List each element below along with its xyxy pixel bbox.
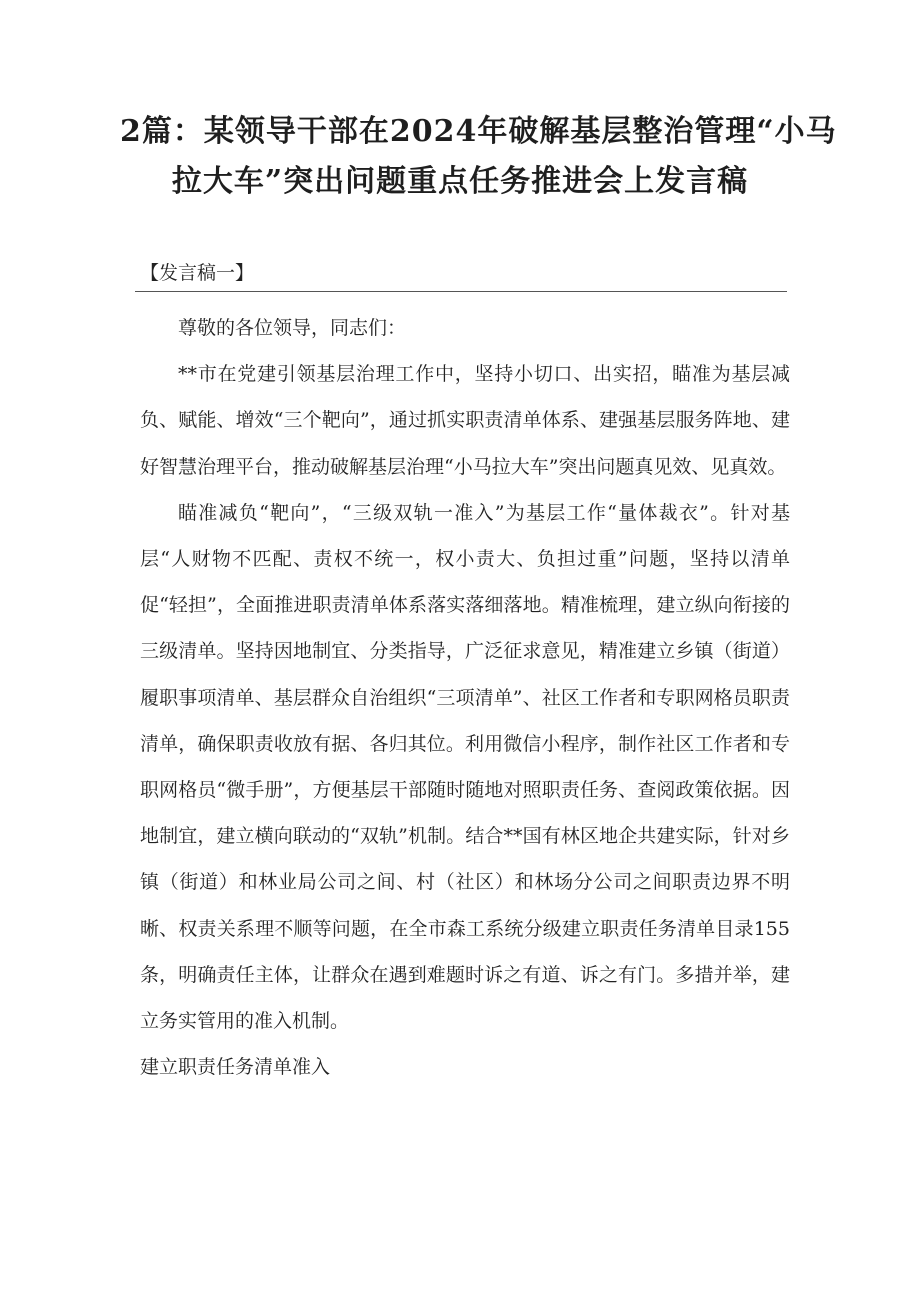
body-paragraph: **市在党建引领基层治理工作中，坚持小切口、出实招，瞄准为基层减负、赋能、增效“三个靶向”，通过抓实职责清单体系、建强基层服务阵地、建好智慧治理平台，推动破解基层治理“小马拉大车”突出问题真见效、见真效。: [140, 363, 790, 478]
document-body: [140, 305, 790, 1090]
body-paragraph: 建立职责任务清单准入: [140, 1056, 331, 1079]
section-label: 【发言稿一】: [140, 262, 255, 284]
salutation-paragraph: 尊敬的各位领导，同志们：: [178, 317, 407, 339]
body-paragraph: 瞄准减负“靶向”，“三级双轨一准入”为基层工作“量体裁衣”。针对基层“人财物不匹配、责权不统一，权小责大、负担过重”问题，坚持以清单促“轻担”，全面推进职责清单体系落实落细落地。精准梳理，建立纵向衔接的三级清单。坚持因地制宜、分类指导，广泛征求意见，精准建立乡镇（街道）履职事项清单、基层群众自治组织“三项清单”、社区工作者和专职网格员职责清单，确保职责收放有据、各归其位。利用微信小程序，制作社区工作者和专职网格员“微手册”，方便基层干部随时随地对照职责任务、查阅政策依据。因地制宜，建立横向联动的“双轨”机制。结合**国有林区地企共建实际，针对乡镇（街道）和林业局公司之间、村（社区）和林场分公司之间职责边界不明晰、权责关系理不顺等问题，在全市森工系统分级建立职责任务清单目录155条，明确责任主体，让群众在遇到难题时诉之有道、诉之有门。多措并举，建立务实管用的准入机制。: [140, 501, 790, 1033]
document-title-line-2: 拉大车”突出问题重点任务推进会上发言稿: [171, 164, 749, 199]
document-title-line-1: 2篇：某领导干部在2024年破解基层整治管理“小马: [120, 114, 837, 149]
section-divider: [135, 291, 787, 292]
